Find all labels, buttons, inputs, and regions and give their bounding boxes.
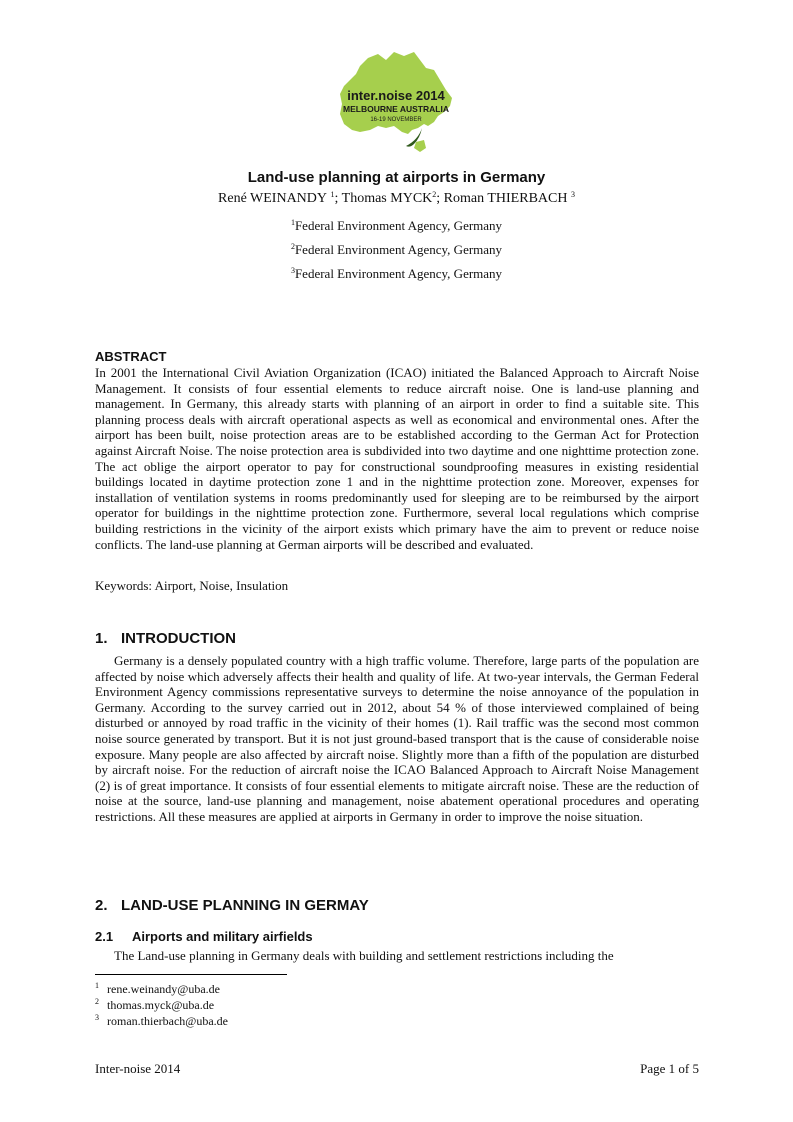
footnote-mark: 2: [95, 997, 99, 1006]
affiliation: [0, 266, 793, 282]
section-title: LAND-USE PLANNING IN GERMAY: [121, 897, 369, 914]
footnote-rule: [95, 974, 287, 975]
subsection-number: 2.1: [95, 929, 114, 944]
author-affil-mark: 3: [570, 190, 575, 199]
affiliation-mark: 2: [290, 242, 295, 251]
paper-title: Land-use planning at airports in Germany: [247, 169, 546, 186]
footer-conference: Inter-noise 2014: [95, 1061, 181, 1076]
author-list: [0, 191, 793, 207]
affiliation: [0, 242, 793, 258]
affiliation: [0, 218, 793, 234]
section-number: 1.: [95, 630, 108, 647]
footnote-mark: 3: [95, 1013, 99, 1022]
affiliation-text: Federal Environment Agency, Germany: [294, 266, 503, 281]
affiliation-mark: 3: [290, 266, 295, 275]
keywords: Keywords: Airport, Noise, Insulation: [95, 578, 289, 593]
footnote-email: thomas.myck@uba.de: [107, 998, 215, 1012]
author-name: Roman THIERBACH: [443, 191, 568, 206]
section-heading-land-use: [95, 897, 369, 914]
logo-line3: 16-19 NOVEMBER: [370, 117, 422, 123]
affiliation-text: Federal Environment Agency, Germany: [294, 218, 503, 233]
footnote-email: roman.thierbach@uba.de: [107, 1014, 229, 1028]
subsection-heading: [95, 929, 313, 944]
section-title: INTRODUCTION: [121, 630, 236, 647]
author-separator: ;: [436, 191, 444, 206]
footnote-email: rene.weinandy@uba.de: [107, 982, 221, 996]
footnote: [95, 982, 220, 997]
affiliation-text: Federal Environment Agency, Germany: [294, 242, 503, 257]
author-name: René WEINANDY: [218, 191, 328, 206]
australia-map-logo: [334, 48, 458, 160]
abstract-heading: ABSTRACT: [95, 349, 167, 364]
footnote: [95, 998, 214, 1013]
logo-line2: MELBOURNE AUSTRALIA: [343, 104, 449, 114]
subsection-title: Airports and military airfields: [132, 929, 313, 944]
author-name: Thomas MYCK: [341, 191, 433, 206]
footnote-mark: 1: [95, 981, 99, 990]
footer-page-number: Page 1 of 5: [640, 1061, 699, 1076]
conference-logo: [334, 48, 458, 160]
section-heading-introduction: [95, 630, 236, 647]
footnote: [95, 1014, 228, 1029]
author-affil-mark: 2: [432, 190, 437, 199]
author-affil-mark: 1: [330, 190, 335, 199]
abstract-text: In 2001 the International Civil Aviation Organization (ICAO) initiated the Balanced Approach to Aircraft Noise Management. It consists of four essential elements to reduce aircraft noise. One is land-use planning and management. In Germany, this already starts with planning of an airport in order to find a suitable site. This planning process deals with aircraft operational aspects as well as economical and environmental ones. After the airport has been built, noise protection areas are to be established according to the German Act for Protection against Aircraft Noise. The noise protection area is subdivided into two daytime and one nighttime protection zone. The act oblige the airport operator to pay for constructional soundproofing measures in existing residential buildings located in daytime protection zone 1 and in the nighttime protection zone. Moreover, expenses for installation of ventilation systems in rooms predominantly used for sleeping are to be reimbursed by the airport operator for buildings in the nighttime protection zone. Furthermore, several local regulations which comprise building restrictions in the vicinity of the airport exists which primary have the aim to prevent or reduce noise conflicts. The land-use planning at German airports will be described and evaluated.: [95, 365, 699, 552]
section-number: 2.: [95, 897, 108, 914]
land-use-text: The Land-use planning in Germany deals with building and settlement restrictions including the: [114, 948, 614, 963]
affiliation-mark: 1: [290, 218, 295, 227]
logo-line1: inter.noise 2014: [347, 88, 445, 103]
author-separator: ;: [334, 191, 342, 206]
introduction-text: Germany is a densely populated country with a high traffic volume. Therefore, large parts of the population are affected by noise which adversely affects their health and quality of life. At two-year intervals, the German Federal Environment Agency commissions representative surveys to determine the noise annoyance of the population in Germany. According to the survey carried out in 2012, about 54 % of those interviewed complained of being disturbed or annoyed by road traffic in the vicinity of their homes (1). Rail traffic was the second most common noise source generated by transport. But it is not just ground-based transport that is the cause of considerable noise exposure. Many people are also affected by aircraft noise. Slightly more than a fifth of the population are disturbed by aircraft noise. For the reduction of aircraft noise the ICAO Balanced Approach to Aircraft Noise Management (2) is of great importance. It consists of four essential elements to mitigate aircraft noise. These are the reduction of noise at the source, land-use planning and management, noise abatement operational procedures and operating restrictions. All these measures are applied at airports in Germany in order to improve the noise situation.: [95, 653, 699, 824]
